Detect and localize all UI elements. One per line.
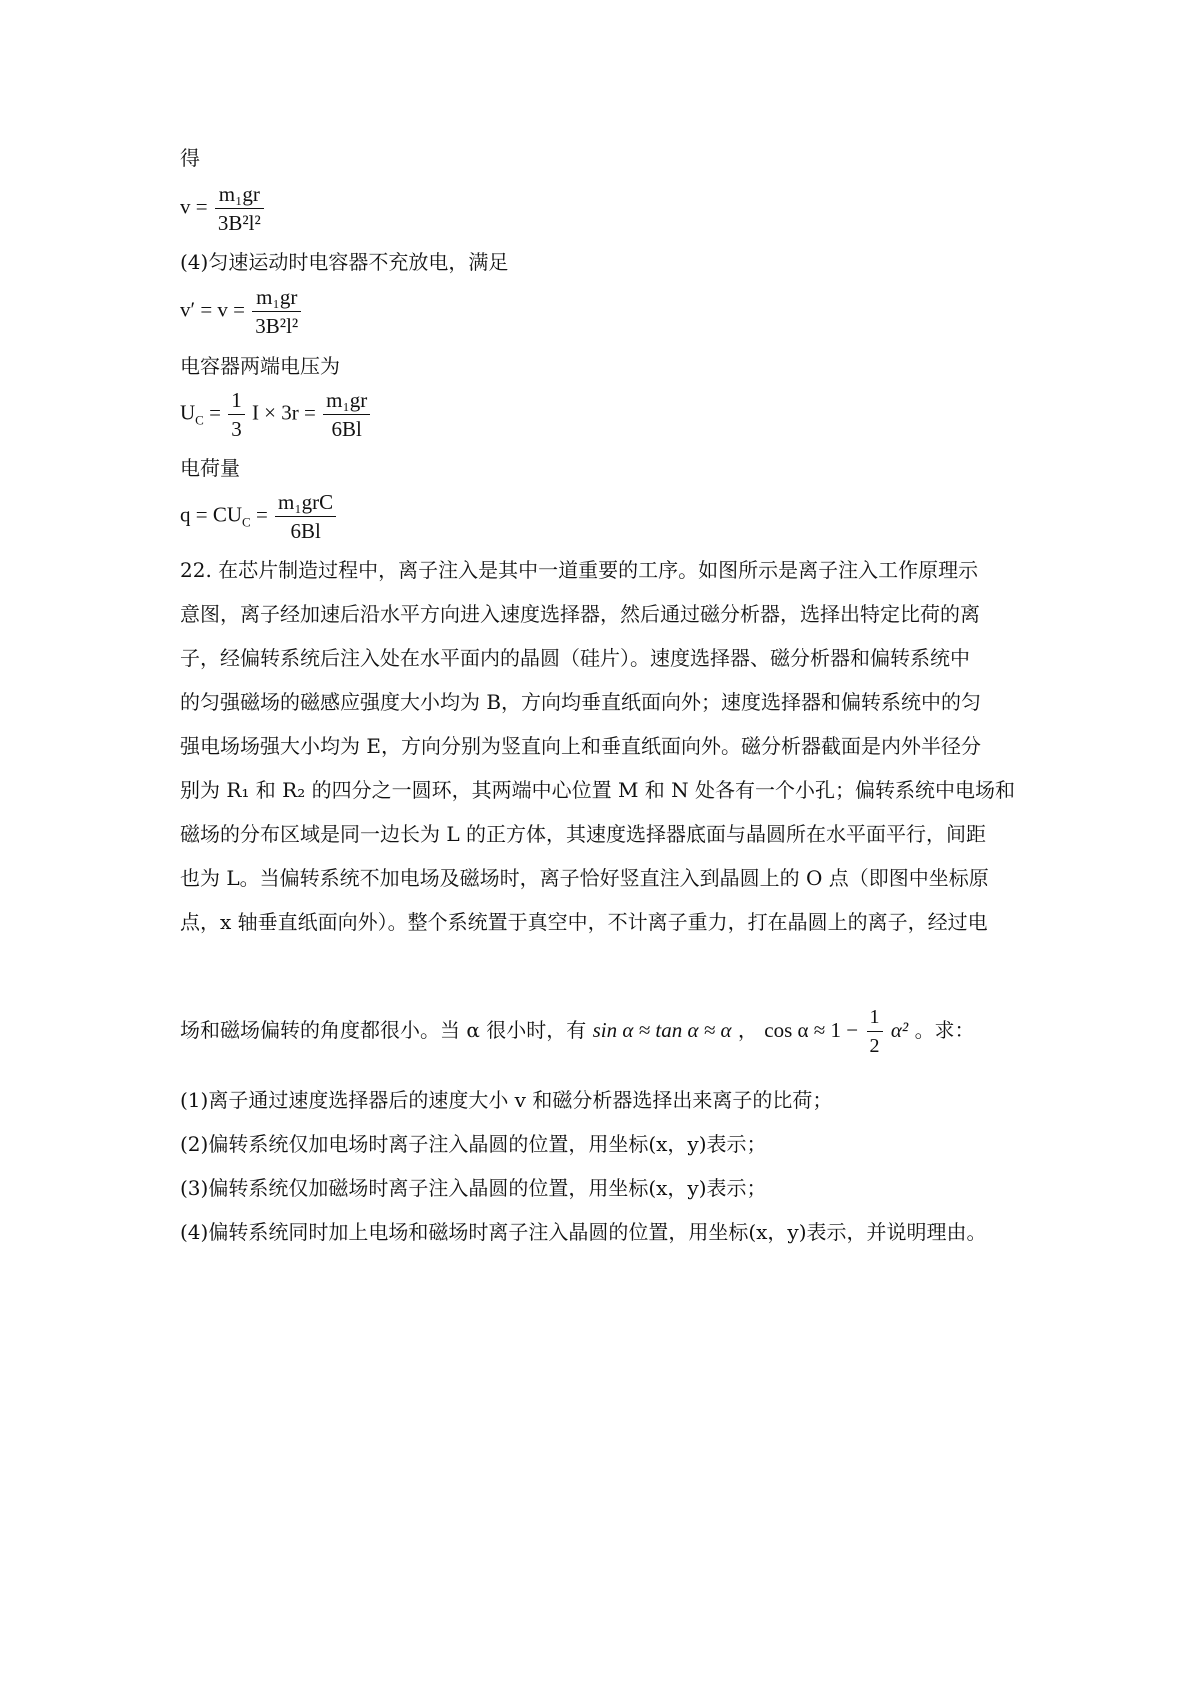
equation-uc (180, 388, 372, 441)
equation-v (180, 182, 266, 235)
approx-cos-lhs: cos α ≈ 1 − (764, 1018, 859, 1042)
questions-list (180, 1078, 1030, 1254)
eq-vprime-numerator: m₁gr (252, 285, 301, 312)
question-item: (3)偏转系统仅加磁场时离子注入晶圆的位置，用坐标(x，y)表示； (180, 1176, 767, 1200)
question-item: (2)偏转系统仅加电场时离子注入晶圆的位置，用坐标(x，y)表示； (180, 1132, 767, 1156)
problem-line: 22. 在芯片制造过程中，离子注入是其中一道重要的工序。如图所示是离子注入工作原理示 (180, 558, 979, 582)
eq-v-fraction (215, 182, 264, 235)
cap-voltage-label: 电容器两端电压为 (180, 354, 340, 378)
eq-q-fraction (275, 490, 336, 543)
problem-line: 的匀强磁场的磁感应强度大小均为 B，方向均垂直纸面向外；速度选择器和偏转系统中的匀 (180, 690, 982, 714)
eq-uc-mid: I × 3r = (251, 400, 316, 425)
approx-cos-denominator: 2 (869, 1035, 880, 1057)
eq-vprime-fraction (252, 285, 301, 338)
problem-line: 意图，离子经加速后沿水平方向进入速度选择器，然后通过磁分析器，选择出特定比荷的离 (180, 602, 980, 626)
problem-line: 也为 L。当偏转系统不加电场及磁场时，离子恰好竖直注入到晶圆上的 O 点（即图中坐标原 (180, 866, 989, 890)
eq-q-lhs-sub: C (242, 514, 251, 530)
equation-q (180, 490, 338, 543)
eq-v-numerator: m₁gr (215, 182, 264, 209)
eq-uc-lhs: U (180, 400, 196, 425)
charge-label: 电荷量 (180, 456, 240, 480)
eq-q-denominator: 6Bl (290, 519, 321, 543)
eq-q-lhs: q = CU (180, 502, 243, 527)
eq-uc-eq: = (209, 400, 221, 425)
problem-line: 子，经偏转系统后注入处在水平面内的晶圆（硅片）。速度选择器、磁分析器和偏转系统中 (180, 646, 970, 670)
eq-uc-denominator: 6Bl (331, 417, 362, 441)
problem-last-line (180, 1000, 975, 1060)
eq-uc-lhs-sub: C (195, 412, 204, 428)
eq-vprime-lhs: v′ = v = (180, 297, 246, 322)
eq-q-numerator: m₁grC (275, 490, 336, 517)
approx-cos-numerator: 1 (867, 1005, 883, 1032)
eq-uc-frac1-numerator: 1 (228, 388, 245, 415)
problem-line: 磁场的分布区域是同一边长为 L 的正方体，其速度选择器底面与晶圆所在水平面平行，间距 (180, 822, 986, 846)
eq-uc-numerator: m₁gr (323, 388, 370, 415)
eq-v-denominator: 3B²l² (217, 211, 261, 235)
last-line-suffix: 。求： (914, 1018, 975, 1042)
last-line-sep: ， (737, 1018, 758, 1042)
part4-intro: (4)匀速运动时电容器不充放电，满足 (180, 250, 509, 274)
eq-uc-frac1-denominator: 3 (231, 417, 242, 441)
approx-sin-tan: sin α ≈ tan α ≈ α (592, 1018, 732, 1042)
eq-uc-fraction-1 (228, 388, 245, 441)
problem-line: 强电场场强大小均为 E，方向分别为竖直向上和垂直纸面向外。磁分析器截面是内外半径分 (180, 734, 981, 758)
last-line-prefix: 场和磁场偏转的角度都很小。当 α 很小时，有 (180, 1018, 587, 1042)
problem-line: 别为 R₁ 和 R₂ 的四分之一圆环，其两端中心位置 M 和 N 处各有一个小孔；偏转系统中电场和 (180, 778, 1015, 802)
question-item: (1)离子通过速度选择器后的速度大小 v 和磁分析器选择出来离子的比荷； (180, 1088, 833, 1112)
eq-v-lhs: v = (180, 194, 208, 219)
question-item: (4)偏转系统同时加上电场和磁场时离子注入晶圆的位置，用坐标(x，y)表示，并说明理由。 (180, 1220, 987, 1244)
approx-cos-fraction (867, 1005, 883, 1058)
problem-line: 点，x 轴垂直纸面向外）。整个系统置于真空中，不计离子重力，打在晶圆上的离子，经过电 (180, 910, 988, 934)
equation-vprime (180, 285, 303, 338)
eq-q-eq: = (255, 502, 268, 527)
approx-cos-tail: α² (890, 1018, 909, 1042)
problem-22-text (180, 548, 1030, 944)
eq-uc-fraction-2 (323, 388, 370, 441)
text-de: 得 (180, 146, 200, 170)
eq-vprime-denominator: 3B²l² (255, 314, 299, 338)
